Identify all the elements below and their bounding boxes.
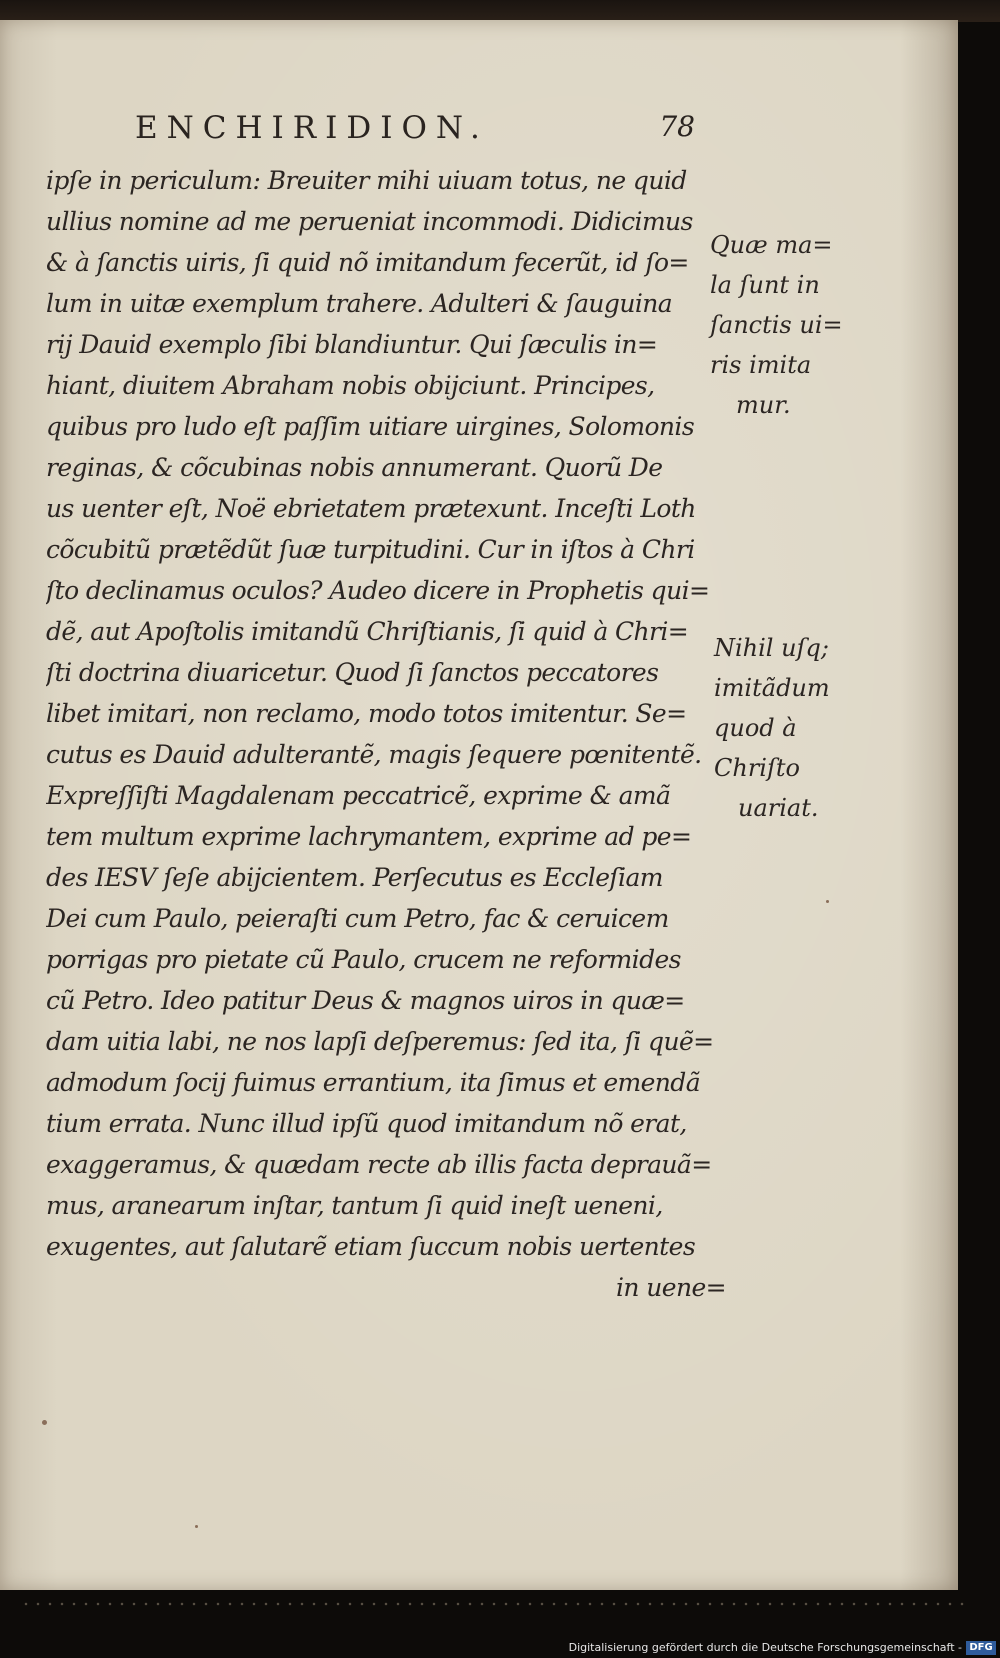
margin-note-2 — [714, 628, 884, 828]
paper-speck — [826, 900, 829, 903]
margin-note-line: uariat. — [738, 794, 819, 822]
paper-speck — [195, 1525, 198, 1528]
page-edge-texture — [20, 1602, 970, 1606]
margin-note-line: quod à — [714, 714, 797, 742]
margin-note-line: la ſunt in — [710, 271, 820, 299]
text-line: lum in uitæ exemplum trahere. Adulteri & ſauguina — [46, 289, 673, 318]
running-head — [135, 110, 695, 154]
text-line: dẽ, aut Apoſtolis imitandũ Chriſtianis, ſi quid à Chri= — [46, 617, 689, 646]
text-line: tem multum exprime lachrymantem, exprime ad pe= — [46, 822, 692, 851]
running-title: ENCHIRIDION. — [135, 110, 489, 146]
dfg-logo: DFG — [966, 1641, 996, 1655]
margin-note-line: Quæ ma= — [710, 231, 833, 259]
body-text — [46, 160, 726, 1308]
text-line: ullius nomine ad me perueniat incommodi. Didicimus — [46, 207, 693, 236]
text-line: des IESV ſeſe abijcientem. Perſecutus es Eccleſiam — [46, 863, 663, 892]
margin-note-line: ſanctis ui= — [710, 311, 843, 339]
text-line: mus, aranearum inſtar, tantum ſi quid ineſt ueneni, — [46, 1191, 663, 1220]
margin-note-line: Chriſto — [714, 754, 800, 782]
text-line: rij Dauid exemplo ſibi blandiuntur. Qui ſæculis in= — [46, 330, 658, 359]
text-line: quibus pro ludo eſt paſſim uitiare uirgines, Solomonis — [46, 412, 695, 441]
text-line: exugentes, aut ſalutarẽ etiam ſuccum nobis uertentes — [46, 1232, 696, 1261]
text-line: Expreſſiſti Magdalenam peccatricẽ, exprime & amã — [46, 781, 671, 810]
text-line: us uenter eſt, Noë ebrietatem prætexunt. Inceſti Loth — [46, 494, 696, 523]
margin-note-line: ris imita — [710, 351, 812, 379]
text-line: ſti doctrina diuaricetur. Quod ſi ſanctos peccatores — [46, 658, 659, 687]
catchword: in uene= — [616, 1273, 726, 1302]
text-line: cũ Petro. Ideo patitur Deus & magnos uiros in quæ= — [46, 986, 685, 1015]
text-line: hiant, diuitem Abraham nobis obijciunt. Principes, — [46, 371, 655, 400]
text-line: porrigas pro pietate cũ Paulo, crucem ne reformides — [46, 945, 681, 974]
page-number: 78 — [659, 110, 695, 143]
text-line: cõcubitũ prætẽdũt ſuæ turpitudini. Cur in iſtos à Chri — [46, 535, 695, 564]
book-page — [0, 20, 958, 1590]
scan-top-edge — [0, 0, 1000, 22]
text-line: tium errata. Nunc illud ipſũ quod imitandum nõ erat, — [46, 1109, 687, 1138]
text-line: admodum ſocij fuimus errantium, ita ſimus et emendã — [46, 1068, 701, 1097]
text-line: & à ſanctis uiris, ſi quid nõ imitandum fecerũt, id ſo= — [46, 248, 689, 277]
paper-speck — [42, 1420, 47, 1425]
text-line: dam uitia labi, ne nos lapſi deſperemus: ſed ita, ſi quẽ= — [46, 1027, 714, 1056]
text-line: cutus es Dauid adulterantẽ, magis ſequere pœnitentẽ. — [46, 740, 702, 769]
text-line: exaggeramus, & quædam recte ab illis facta deprauã= — [46, 1150, 712, 1179]
margin-note-line: imitãdum — [714, 674, 830, 702]
text-line: reginas, & cõcubinas nobis annumerant. Quorũ De — [46, 453, 663, 482]
text-line: ſto declinamus oculos? Audeo dicere in Prophetis qui= — [46, 576, 710, 605]
digitization-credit: Digitalisierung gefördert durch die Deutsche Forschungsgemeinschaft - — [568, 1641, 962, 1654]
margin-note-line: Nihil uſq; — [714, 634, 829, 662]
text-line: Dei cum Paulo, peieraſti cum Petro, fac & ceruicem — [46, 904, 669, 933]
text-line: libet imitari, non reclamo, modo totos imitentur. Se= — [46, 699, 687, 728]
margin-note-line: mur. — [736, 391, 791, 419]
margin-note-1 — [710, 225, 880, 425]
text-line: ipſe in periculum: Breuiter mihi uiuam totus, ne quid — [46, 166, 687, 195]
